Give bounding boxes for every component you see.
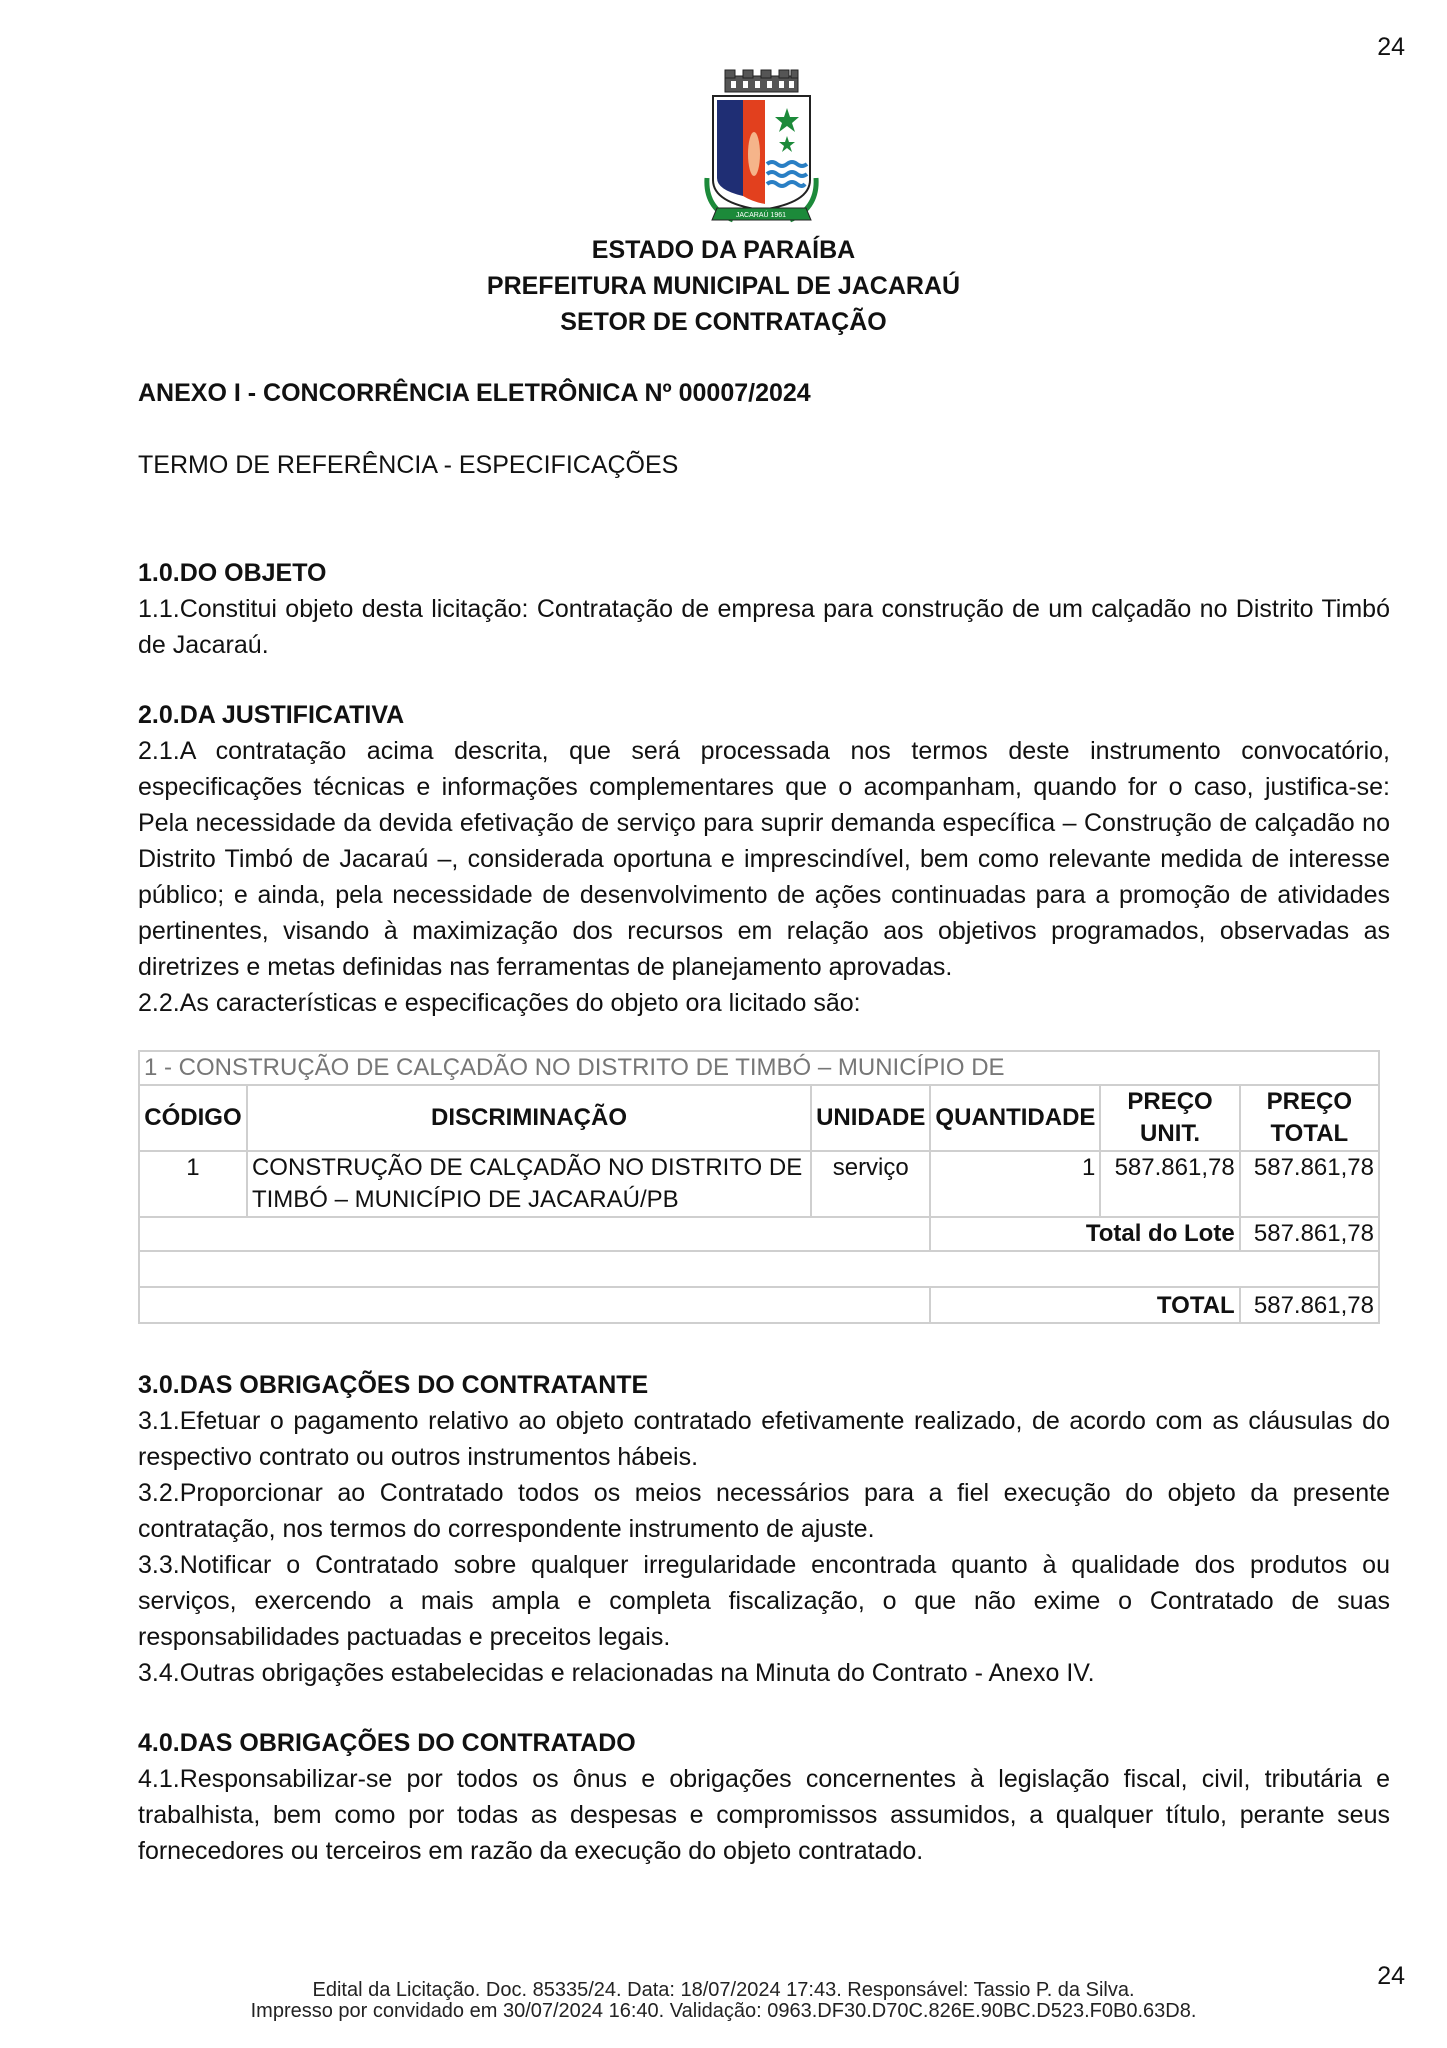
cell-discriminacao: CONSTRUÇÃO DE CALÇADÃO NO DISTRITO DE TIMBÓ – MUNICÍPIO DE JACARAÚ/PB (247, 1151, 811, 1217)
table-spacer-row (139, 1251, 1379, 1287)
header-codigo: CÓDIGO (139, 1085, 247, 1151)
paragraph: 2.2.As características e especificações do objeto ora licitado são: (138, 989, 861, 1017)
section-objeto (138, 555, 1390, 663)
paragraph: 3.3.Notificar o Contratado sobre qualquer irregularidade encontrada quanto à qualidade dos produtos ou serviços, exercendo a mais ampla e completa fiscalização, o que não exime o Contratado de suas responsabilidades pactuadas e preceitos legais. (138, 1551, 1390, 1651)
total-lote-row (139, 1217, 1379, 1251)
cell-preco-unit: 587.861,78 (1100, 1151, 1239, 1217)
paragraph: 2.1.A contratação acima descrita, que será processada nos termos deste instrumento convocatório, especificações técnicas e informações complementares que o acompanham, quando for o caso, justifica-se: Pela necessidade da devida efetivação de serviço para suprir demanda específica – Construção de calçadão no Distrito Timbó de Jacaraú –, considerada oportuna e imprescindível, bem como relevante medida de interesse público; e ainda, pela necessidade de desenvolvimento de ações continuadas para a promoção de atividades pertinentes, visando à maximização dos recursos em relação aos objetivos programados, observadas as diretrizes e metas definidas nas ferramentas de planejamento aprovadas. (138, 737, 1390, 981)
tr-title: TERMO DE REFERÊNCIA - ESPECIFICAÇÕES (138, 451, 679, 479)
paragraph: 3.4.Outras obrigações estabelecidas e relacionadas na Minuta do Contrato - Anexo IV. (138, 1659, 1095, 1687)
specifications-table (138, 1050, 1380, 1324)
section-justificativa (138, 697, 1390, 1021)
municipal-crest-logo (703, 68, 820, 228)
section-heading: 4.0.DAS OBRIGAÇÕES DO CONTRATADO (138, 1729, 636, 1757)
page-number-top: 24 (1377, 33, 1405, 61)
total-lote-value: 587.861,78 (1240, 1217, 1379, 1251)
section-obrigacoes-contratado (138, 1725, 1390, 1869)
cell-unidade: serviço (811, 1151, 930, 1217)
paragraph: 1.1.Constitui objeto desta licitação: Contratação de empresa para construção de um calçadão no Distrito Timbó de Jacaraú. (138, 595, 1390, 659)
header-state: ESTADO DA PARAÍBA (591, 236, 856, 264)
footer-line-validacao: Impresso por convidado em 30/07/2024 16:40. Validação: 0963.DF30.D70C.826E.90BC.D523.F0B0.63D8. (250, 2000, 1197, 2022)
annex-title: ANEXO I - CONCORRÊNCIA ELETRÔNICA Nº 00007/2024 (138, 379, 811, 407)
grand-total-value: 587.861,78 (1240, 1287, 1379, 1323)
grand-total-label: TOTAL (930, 1287, 1239, 1323)
section-heading: 1.0.DO OBJETO (138, 559, 327, 587)
print-footer (0, 1980, 1447, 2022)
table-row (139, 1151, 1379, 1217)
grand-total-row (139, 1287, 1379, 1323)
section-heading: 3.0.DAS OBRIGAÇÕES DO CONTRATANTE (138, 1371, 649, 1399)
table-header-row (139, 1085, 1379, 1151)
header-quantidade: QUANTIDADE (930, 1085, 1100, 1151)
header-sector: SETOR DE CONTRATAÇÃO (560, 308, 887, 336)
paragraph: 4.1.Responsabilizar-se por todos os ônus e obrigações concernentes à legislação fiscal, civil, tributária e trabalhista, bem como por todas as despesas e compromissos assumidos, a qualquer título, perante seus fornecedores ou terceiros em razão da execução do objeto contratado. (138, 1765, 1390, 1865)
lote-title: 1 - CONSTRUÇÃO DE CALÇADÃO NO DISTRITO DE TIMBÓ – MUNICÍPIO DE (139, 1051, 1379, 1085)
section-heading: 2.0.DA JUSTIFICATIVA (138, 701, 405, 729)
page-number-bottom: 24 (1377, 1962, 1405, 1990)
header-preco-total: PREÇO TOTAL (1240, 1085, 1379, 1151)
section-obrigacoes-contratante (138, 1367, 1390, 1691)
paragraph: 3.1.Efetuar o pagamento relativo ao objeto contratado efetivamente realizado, de acordo com as cláusulas do respectivo contrato ou outros instrumentos hábeis. (138, 1407, 1390, 1471)
header-municipality: PREFEITURA MUNICIPAL DE JACARAÚ (486, 272, 961, 300)
header-unidade: UNIDADE (811, 1085, 930, 1151)
cell-quantidade: 1 (930, 1151, 1100, 1217)
header-discriminacao: DISCRIMINAÇÃO (247, 1085, 811, 1151)
total-lote-label: Total do Lote (930, 1217, 1239, 1251)
header-preco-unit: PREÇO UNIT. (1100, 1085, 1239, 1151)
paragraph: 3.2.Proporcionar ao Contratado todos os meios necessários para a fiel execução do objeto da presente contratação, nos termos do correspondente instrumento de ajuste. (138, 1479, 1390, 1543)
cell-codigo: 1 (139, 1151, 247, 1217)
cell-preco-total: 587.861,78 (1240, 1151, 1379, 1217)
footer-line-edital: Edital da Licitação. Doc. 85335/24. Data: 18/07/2024 17:43. Responsável: Tassio P. da Silva. (312, 1979, 1135, 2001)
crest-banner-text: JACARAÚ 1961 (735, 212, 787, 219)
document-header (0, 232, 1447, 340)
